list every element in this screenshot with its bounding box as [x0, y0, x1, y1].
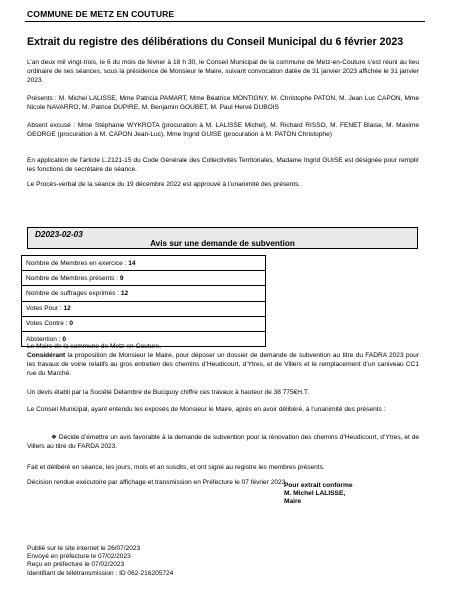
footer-teletransmission: Identifiant de télétransmission : ID 062-216205724	[27, 569, 174, 577]
decision-reference: D2023-02-03	[35, 230, 83, 239]
vote-cell	[22, 301, 266, 316]
considerant-keyword: Considérant	[27, 352, 66, 359]
table-row	[22, 301, 266, 316]
vote-label: Votes Contre :	[26, 320, 70, 328]
fait-paragraph: Fait et délibéré en séance, les jours, mois et an susdits, et ont signé au registre les membres présents.	[27, 464, 325, 471]
devis-paragraph: Un devis établi par la Société Delambre de Bucquoy chiffre ces travaux à hauteur de 38 775€H.T.	[27, 389, 309, 396]
footer-published: Publié sur le site internet le 26/07/2023	[27, 545, 141, 552]
vote-cell	[22, 271, 266, 286]
absents-paragraph: Absent excusé : Mme Stéphanie WYKROTA (procuration à M. LALISSE Michel), M. Richard RISSO, M. FENET Blaise, M. Maxime GEORGE (procuration à M. CAPON Jean-Luc), Mme Ingrid GUISE (procuration à M. PATON Christophe)	[27, 122, 419, 139]
vote-value: 0	[62, 335, 67, 343]
vote-label: Votes Pour :	[26, 305, 64, 313]
vote-label: Nombre de Membres présents :	[26, 274, 120, 282]
document-title: Extrait du registre des délibérations du Conseil Municipal du 6 février 2023	[27, 36, 404, 48]
signature-line-3: Maire	[284, 498, 302, 506]
vote-cell	[22, 316, 266, 331]
vote-value: 14	[128, 259, 136, 267]
decide-text: Décide d’émettre un avis favorable à la demande de subvention pour la rénovation des chemins d’Heudicourt, d’Ytres, et de Villers au titre du FARDA 2023.	[27, 434, 419, 451]
table-row	[22, 271, 266, 286]
intro-paragraph: L’an deux mil vingt-trois, le 6 du mois de février à 18 h 30, le Conseil Municipal de la commune de Metz-en-Couture s’est réuni au lieu ordinaire de ses séances, sous la présidence de Monsieur le Maire, suivant convocation datée de 31 janvier 2023 affichée le 31 janvier 2023.	[27, 59, 419, 85]
footer-sent: Envoyé en préfecture le 07/02/2023	[27, 553, 131, 561]
diamond-bullet-icon: ❖	[51, 434, 59, 441]
vote-value: 12	[63, 305, 71, 313]
vote-value: 0	[69, 320, 73, 328]
decide-paragraph	[27, 433, 419, 451]
signature-line-1: Pour extrait conforme	[284, 482, 353, 489]
footer-received: Reçu en préfecture le 07/02/2023	[27, 561, 125, 569]
considerant-text: la proposition de Monsieur le Maire, pour déposer un dossier de demande de subvention au titre du FADRA 2023 pour les travaux de voirie relatifs au gros entretien des chemins d’Heudicourt, d’Ytres, et de Villers et le remplacement d’un caniveau CC1 rue du Marché.	[27, 352, 419, 378]
votes-table	[21, 255, 266, 347]
decision-title: Avis sur une demande de subvention	[150, 239, 295, 248]
vote-label: Nombre de suffrages exprimés :	[26, 289, 121, 297]
vote-value: 12	[120, 289, 129, 297]
presents-paragraph: Présents : M. Michel LALISSE, Mme Patricia PAMART, Mme Béatrice MONTIGNY, M. Christophe PATON, M. Jean Luc CAPON, Mme Nicole NAVARRO, M. Patrice DUPIRE, M. Benjamin GOUBET, M. Paul Hervé DUBOIS	[27, 95, 419, 112]
vote-cell	[22, 286, 266, 301]
table-row	[22, 286, 266, 301]
executoire-paragraph: Décision rendue exécutoire par affichage et transmission en Préfecture le 07 février 2023	[27, 479, 286, 486]
secretary-paragraph: En application de l’article L.2121-15 du Code Générale des Collectivités Territoriales, Madame Ingrid GUISE est désignée pour remplir les fonctions de secrétaire de séance.	[27, 157, 419, 174]
signature-block	[284, 482, 353, 507]
table-row	[22, 316, 266, 331]
considerant-paragraph	[27, 351, 419, 378]
vote-cell	[22, 256, 266, 271]
vote-label: Nombre de Membres en exercice :	[26, 259, 129, 267]
commune-name: COMMUNE DE METZ EN COUTURE	[27, 9, 175, 19]
conseil-paragraph: Le Conseil Municipal, ayant entendu les exposés de Monsieur le Maire, après en avoir délibéré, à l’unanimité des présents :	[27, 406, 386, 413]
vote-value: 9	[119, 274, 124, 282]
header-rule	[25, 21, 425, 22]
mayor-line: Le Maire de la commune de Metz-en-Couture,	[27, 343, 161, 350]
footer-block	[27, 545, 173, 578]
table-row	[22, 256, 266, 271]
decision-header-box	[27, 227, 418, 249]
minutes-paragraph: Le Procès-verbal de la séance du 19 décembre 2022 est approuvé à l’unanimité des présents.	[27, 181, 301, 188]
vote-label: Abstention :	[26, 335, 63, 343]
signature-line-2: M. Michel LALISSE,	[284, 490, 346, 498]
